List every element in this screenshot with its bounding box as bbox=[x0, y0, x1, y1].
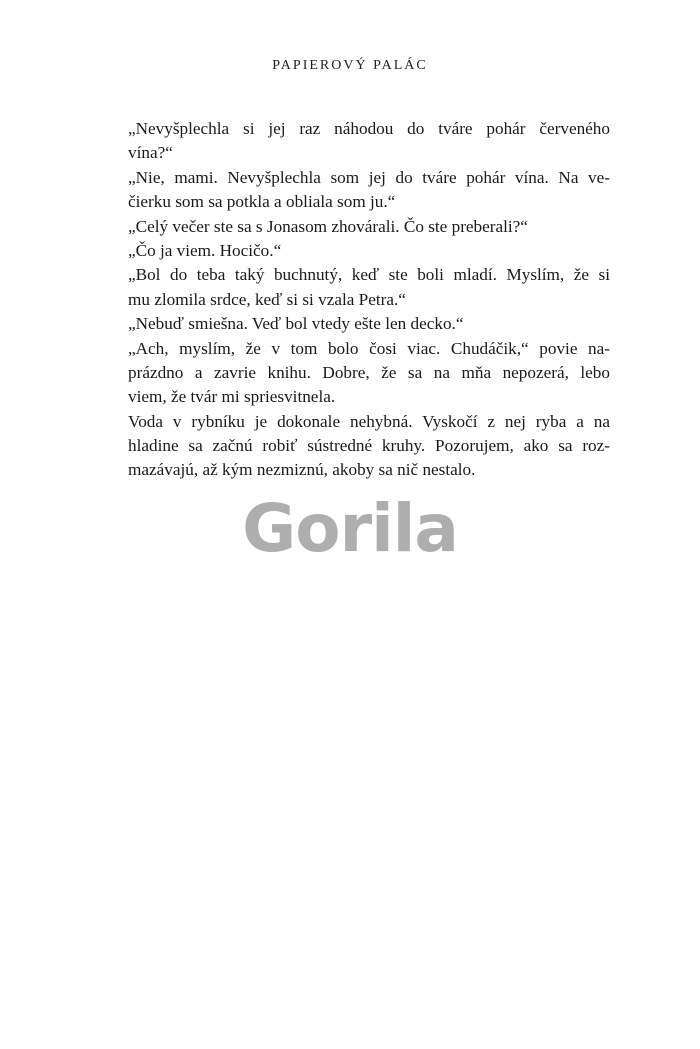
text-line: mu zlomila srdce, keď si si vzala Petra.“ bbox=[128, 289, 406, 309]
text-line: „Čo ja viem. Hocičo.“ bbox=[128, 240, 282, 260]
gorila-watermark: Gorila bbox=[242, 490, 458, 567]
text-line: „Ach, myslím, že v tom bolo čosi viac. Chudáčik,“ povie na- bbox=[128, 338, 610, 358]
text-line: „Nebuď smiešna. Veď bol vtedy ešte len decko.“ bbox=[128, 314, 464, 334]
text-line: „Bol do teba taký buchnutý, keď ste boli mladí. Myslím, že si bbox=[128, 265, 610, 285]
text-line: „Nevyšplechla si jej raz náhodou do tváre pohár červeného bbox=[128, 119, 610, 138]
text-line: prázdno a zavrie knihu. Dobre, že sa na mňa nepozerá, lebo bbox=[128, 362, 610, 382]
text-line: viem, že tvár mi spriesvitnela. bbox=[128, 387, 336, 407]
text-line: „Nie, mami. Nevyšplechla som jej do tváre pohár vína. Na ve- bbox=[128, 167, 610, 187]
text-line: „Celý večer ste sa s Jonasom zhovárali. Čo ste preberali?“ bbox=[128, 216, 528, 236]
running-head: PAPIEROVÝ PALÁC bbox=[272, 58, 428, 73]
text-line: čierku som sa potkla a obliala som ju.“ bbox=[128, 192, 396, 212]
body-text bbox=[128, 117, 610, 483]
text-line: Voda v rybníku je dokonale nehybná. Vyskočí z nej ryba a na bbox=[128, 411, 610, 431]
text-line: mazávajú, až kým nezmiznú, akoby sa nič nestalo. bbox=[128, 460, 476, 480]
text-line: vína?“ bbox=[128, 143, 173, 163]
text-line: hladine sa začnú robiť sústredné kruhy. Pozorujem, ako sa roz- bbox=[128, 436, 610, 456]
